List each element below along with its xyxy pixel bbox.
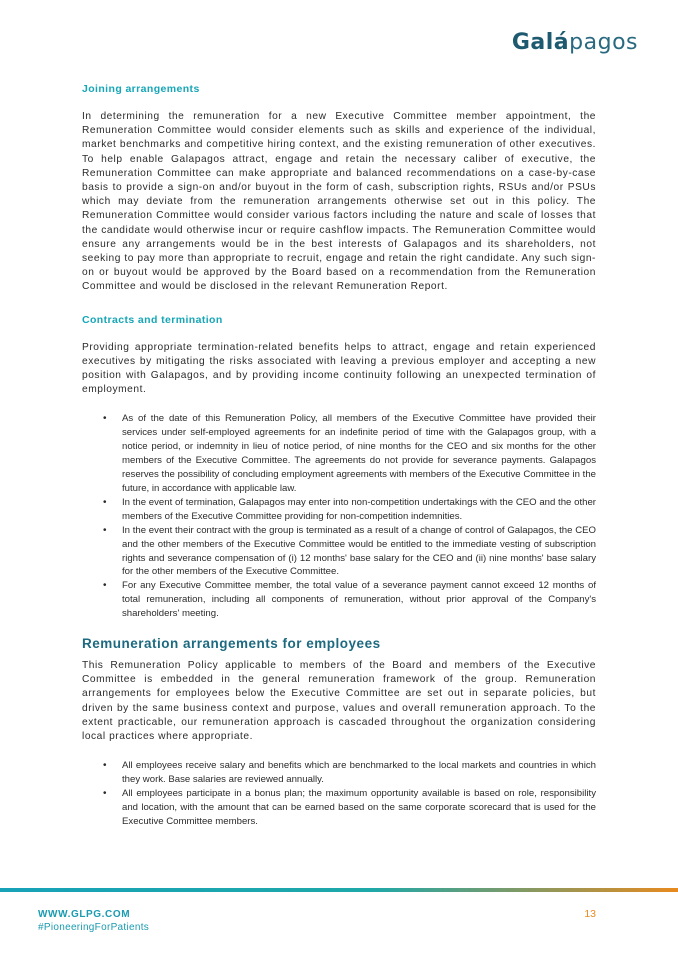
bullet-text: In the event of termination, Galapagos may enter into non-competition undertakings with the CEO and the other members of the Executive Committee providing for non-competition indemnities. <box>122 496 596 522</box>
employees-bullet-list <box>82 759 596 829</box>
list-item <box>82 524 596 580</box>
joining-heading: Joining arrangements <box>82 83 200 95</box>
page-number: 13 <box>584 908 596 920</box>
logo-bold-text: Galá <box>511 30 570 55</box>
list-item <box>82 412 596 495</box>
bullet-text: All employees receive salary and benefits which are benchmarked to the local markets and countries in which they work. Base salaries are reviewed annually. <box>122 760 596 786</box>
list-item <box>82 579 596 621</box>
list-item <box>82 496 596 524</box>
contracts-paragraph: Providing appropriate termination-related benefits helps to attract, engage and retain experienced executives by mitigating the risks associated with leaving a previous employer and accepting a new position with Galapagos, and by providing income continuity following an unexpected termination of employment. <box>82 341 596 396</box>
bullet-text: All employees participate in a bonus plan; the maximum opportunity available is based on role, responsibility and location, with the amount that can be earned based on the same corporate scorecard that is used for the Executive Committee members. <box>122 788 596 827</box>
list-item <box>82 787 596 829</box>
footer-website-link[interactable]: WWW.GLPG.COM <box>38 909 131 920</box>
contracts-bullet-list <box>82 412 596 621</box>
employees-paragraph: This Remuneration Policy applicable to members of the Board and members of the Executive Committee is embedded in the general remuneration framework of the group. Remuneration arrangements for employees below the Executive Committee are set out in separate policies, but driven by the same business context and purpose, values and overall remuneration approach. To the extent practicable, our remuneration approach is cascaded throughout the organization considering local practices where appropriate. <box>82 660 596 743</box>
contracts-heading: Contracts and termination <box>82 313 223 326</box>
bullet-icon: • <box>103 760 107 772</box>
footer-divider <box>0 888 678 892</box>
bullet-icon: • <box>103 524 107 536</box>
logo-thin-text: pagos <box>569 30 638 55</box>
footer-hashtag: #PioneeringForPatients <box>38 922 150 933</box>
company-logo <box>512 30 638 55</box>
list-item <box>82 759 596 787</box>
bullet-text: In the event their contract with the group is terminated as a result of a change of control of Galapagos, the CEO and the other members of the Executive Committee would be entitled to the immediate vesting of subscription rights and severance compensation of (i) 12 months' base salary for the CEO and (ii) nine months' base salary for the other members of the Executive Committee. <box>122 524 596 578</box>
bullet-text: For any Executive Committee member, the total value of a severance payment cannot exceed 12 months of total remuneration, including all components of remuneration, without prior approval of the Company's shareholders' meeting. <box>122 580 596 620</box>
bullet-icon: • <box>103 788 107 800</box>
bullet-icon: • <box>103 496 107 508</box>
bullet-icon: • <box>103 580 107 592</box>
employees-heading: Remuneration arrangements for employees <box>82 636 381 652</box>
joining-paragraph: In determining the remuneration for a new Executive Committee member appointment, the Remuneration Committee would consider elements such as skills and experience of the individual, market benchmarks and competitive hiring context, and the existing remuneration of other executives. To help enable Galapagos attract, engage and retain the necessary caliber of executive, the Remuneration Committee can make appropriate and balanced recommendations on a case-by-case basis to provide a sign-on and/or buyout in the form of cash, subscription rights, RSUs and/or PSUs which may deviate from the remuneration arrangements otherwise set out in this policy. The Remuneration Committee would consider various factors including the nature and scale of losses that the candidate would otherwise incur or require cashflow impacts. The Remuneration Committee would ensure any arrangements would be in the best interests of Galapagos and its shareholders, not seeking to pay more than appropriate to recruit, engage and retain the right candidate. Any such sign-on or buyout would be approved by the Board based on a recommendation from the Remuneration Committee and would be disclosed in the relevant Remuneration Report. <box>82 111 596 293</box>
bullet-icon: • <box>103 413 107 425</box>
bullet-text: As of the date of this Remuneration Policy, all members of the Executive Committee have provided their services under self-employed agreements for an indefinite period of time with the Galapagos group, with a notice period, or indemnity in lieu of notice period, of nine months for the CEO and six months for the other members of the Executive Committee. The agreements do not provide for severance payments. Galapagos reserves the possibility of concluding employment agreements with members of the Executive Committee in the future, in accordance with applicable law. <box>122 413 596 494</box>
page-content <box>82 80 596 829</box>
